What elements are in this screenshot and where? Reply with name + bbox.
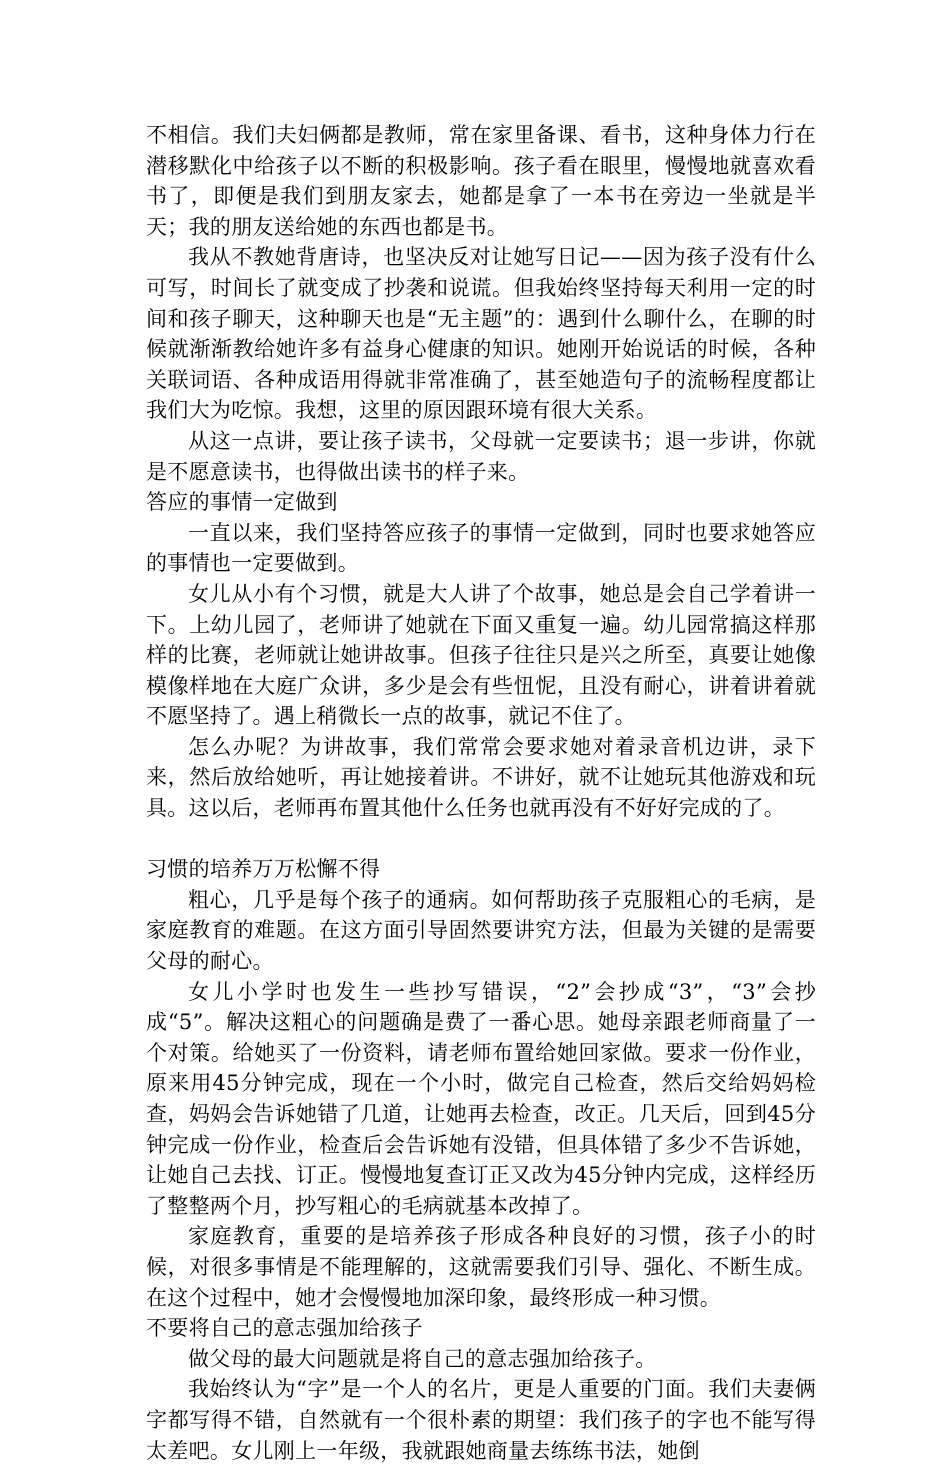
paragraph: 从这一点讲，要让孩子读书，父母就一定要读书；退一步讲，你就是不愿意读书，也得做出读书的样子来。 bbox=[146, 428, 816, 484]
paragraph: 不相信。我们夫妇俩都是教师，常在家里备课、看书，这种身体力行在潜移默化中给孩子以不断的积极影响。孩子看在眼里，慢慢地就喜欢看书了，即便是我们到朋友家去，她都是拿了一本书在旁边一坐就是半天；我的朋友送给她的东西也都是书。 bbox=[146, 123, 816, 239]
document-body bbox=[146, 120, 816, 1466]
paragraph: 家庭教育，重要的是培养孩子形成各种良好的习惯，孩子小的时候，对很多事情是不能理解的，这就需要我们引导、强化、不断生成。在这个过程中，她才会慢慢地加深印象，最终形成一种习惯。 bbox=[146, 1224, 816, 1310]
paragraph: 女儿小学时也发生一些抄写错误，“2”会抄成“3”，“3”会抄成“5”。解决这粗心的问题确是费了一番心思。她母亲跟老师商量了一个对策。给她买了一份资料，请老师布置给她回家做。要求一份作业，原来用45分钟完成，现在一个小时，做完自己检查，然后交给妈妈检查，妈妈会告诉她错了几道，让她再去检查，改正。几天后，回到45分钟完成一份作业，检查后会告诉她有没错，但具体错了多少不告诉她，让她自己去找、订正。慢慢地复查订正又改为45分钟内完成，这样经历了整整两个月，抄写粗心的毛病就基本改掉了。 bbox=[146, 979, 816, 1218]
blank-line bbox=[146, 824, 816, 855]
paragraph: 我从不教她背唐诗，也坚决反对让她写日记——因为孩子没有什么可写，时间长了就变成了抄袭和说谎。但我始终坚持每天利用一定的时间和孩子聊天，这种聊天也是“无主题”的：遇到什么聊什么，在聊的时候就渐渐教给她许多有益身心健康的知识。她刚开始说话的时候，各种关联词语、各种成语用得就非常准确了，甚至她造句子的流畅程度都让我们大为吃惊。我想，这里的原因跟环境有很大关系。 bbox=[146, 245, 816, 423]
section-heading: 习惯的培养万万松懈不得 bbox=[146, 857, 381, 882]
paragraph: 粗心，几乎是每个孩子的通病。如何帮助孩子克服粗心的毛病，是家庭教育的难题。在这方面引导固然要讲究方法，但最为关键的是需要父母的耐心。 bbox=[146, 887, 816, 974]
paragraph: 我始终认为“字”是一个人的名片，更是人重要的门面。我们夫妻俩字都写得不错，自然就有一个很朴素的期望：我们孩子的字也不能写得太差吧。女儿刚上一年级，我就跟她商量去练练书法，她倒 bbox=[146, 1377, 816, 1463]
paragraph: 怎么办呢？为讲故事，我们常常会要求她对着录音机边讲，录下来，然后放给她听，再让她接着讲。不讲好，就不让她玩其他游戏和玩具。这以后，老师再布置其他什么任务也就再没有不好好完成的了。 bbox=[146, 734, 816, 821]
paragraph: 一直以来，我们坚持答应孩子的事情一定做到，同时也要求她答应的事情也一定要做到。 bbox=[146, 520, 816, 576]
paragraph: 做父母的最大问题就是将自己的意志强加给孩子。 bbox=[188, 1346, 657, 1371]
section-heading: 不要将自己的意志强加给孩子 bbox=[146, 1316, 423, 1341]
paragraph: 女儿从小有个习惯，就是大人讲了个故事，她总是会自己学着讲一下。上幼儿园了，老师讲了她就在下面又重复一遍。幼儿园常搞这样那样的比赛，老师就让她讲故事。但孩子往往只是兴之所至，真要让她像模像样地在大庭广众讲，多少是会有些忸怩，且没有耐心，讲着讲着就不愿坚持了。遇上稍微长一点的故事，就记不住了。 bbox=[146, 581, 816, 729]
section-heading: 答应的事情一定做到 bbox=[146, 490, 338, 515]
